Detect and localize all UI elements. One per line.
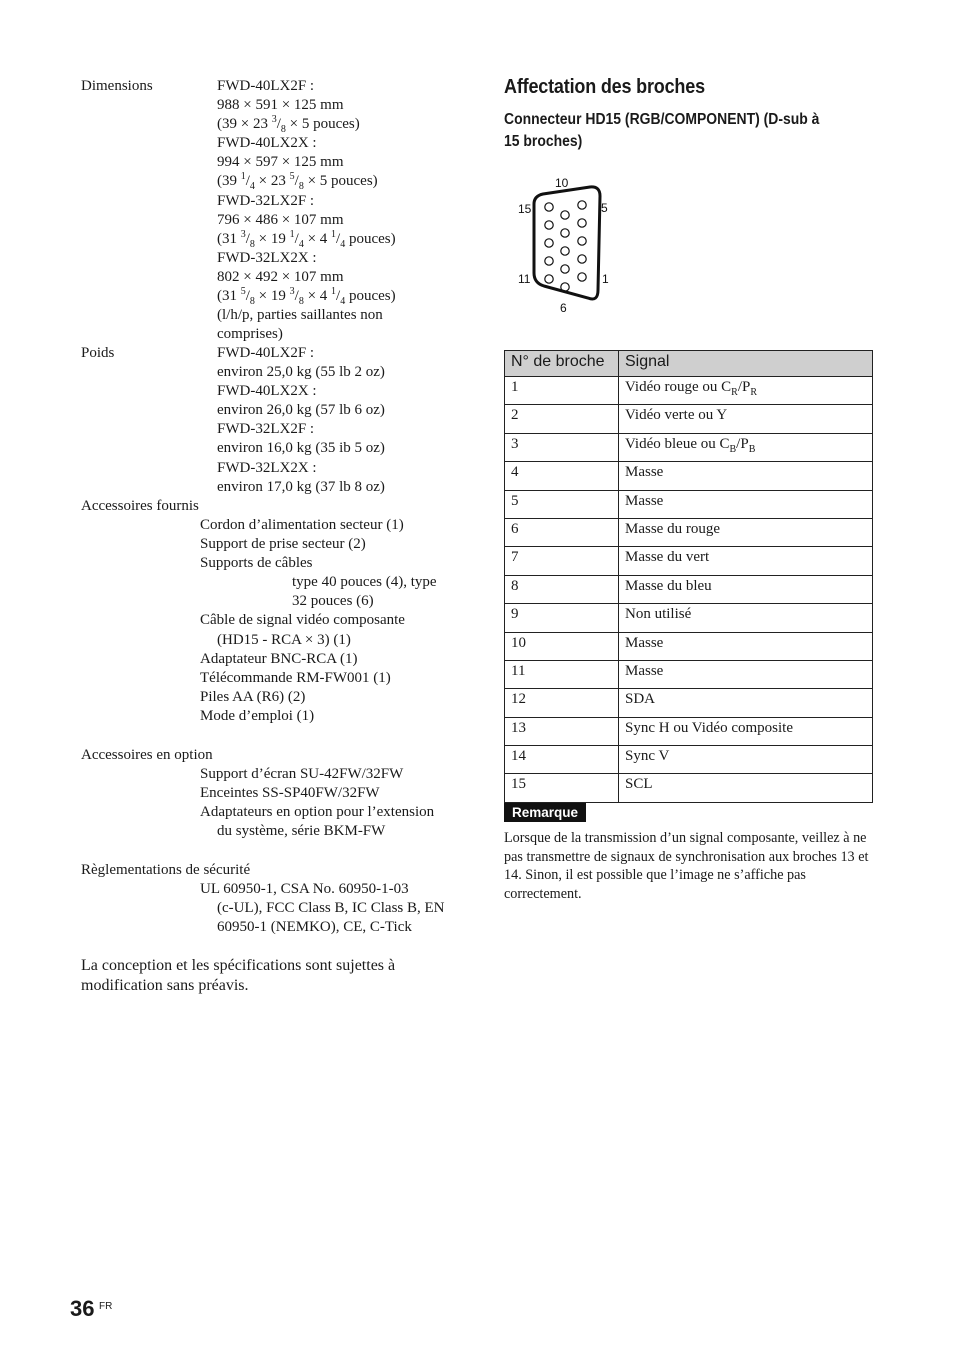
pin-number: 1: [505, 377, 619, 405]
pin-signal: Masse du rouge: [619, 518, 873, 546]
weight-line: FWD-32LX2F :: [217, 421, 315, 438]
column-header-pin: N° de broche: [505, 351, 619, 377]
table-row: [505, 490, 873, 518]
weight-label: Poids: [81, 345, 115, 361]
dimension-mm: 994 × 597 × 125 mm: [217, 154, 344, 171]
accessory-item-detail: 32 pouces (6): [292, 593, 374, 610]
pin-label-5: 5: [601, 201, 608, 215]
accessories-label: Accessoires fournis: [81, 498, 199, 514]
section-title: Affectation des broches: [504, 76, 705, 98]
accessory-item: Piles AA (R6) (2): [200, 688, 306, 705]
pin-signal: Vidéo bleue ou $C_B/P_B$: [619, 433, 873, 461]
dimension-note: (l/h/p, parties saillantes non: [217, 307, 383, 324]
accessory-item: Cordon d’alimentation secteur (1): [200, 517, 404, 533]
option-item-detail: du système, série BKM-FW: [217, 823, 386, 840]
dimension-inches: (31 $^3/_8 \times 19$ $^1/_4 \times 4$ $^1/_4$ pouces): [217, 228, 396, 250]
pin-signal: SCL: [619, 774, 873, 802]
pin-signal: Vidéo rouge ou $C_R/P_R$: [619, 377, 873, 405]
weight-line: environ 26,0 kg (57 lb 6 oz): [217, 402, 385, 419]
safety-item: 60950-1 (NEMKO), CE, C-Tick: [217, 919, 412, 936]
table-row: [505, 433, 873, 461]
option-item: Adaptateurs en option pour l’extension: [200, 804, 435, 821]
dimensions-values: [217, 77, 396, 344]
table-row: [505, 774, 873, 802]
accessory-item: Adaptateur BNC-RCA (1): [200, 650, 358, 667]
pin-label-10: 10: [555, 176, 569, 190]
accessory-item-detail: (HD15 - RCA × 3) (1): [217, 631, 351, 648]
page-language: FR: [99, 1301, 113, 1312]
option-item: Enceintes SS-SP40FW/32FW: [200, 785, 380, 802]
pin-signal: Masse: [619, 660, 873, 688]
table-row: [505, 518, 873, 546]
pin-signal: Non utilisé: [619, 604, 873, 632]
accessory-item: Support de prise secteur (2): [200, 536, 366, 553]
table-row: [505, 689, 873, 717]
model-label: FWD-32LX2F :: [217, 192, 315, 209]
accessory-item-detail: type 40 pouces (4), type: [292, 574, 437, 591]
dimension-mm: 988 × 591 × 125 mm: [217, 97, 344, 114]
options-label: Accessoires en option: [81, 747, 213, 763]
column-header-signal: Signal: [619, 351, 873, 377]
pin-number: 4: [505, 462, 619, 490]
pin-number: 8: [505, 575, 619, 603]
pin-number: 2: [505, 405, 619, 433]
pin-signal: Sync H ou Vidéo composite: [619, 717, 873, 745]
dimensions-label: Dimensions: [81, 78, 153, 94]
hd15-connector-diagram: [510, 170, 630, 320]
dimension-inches: (31 $^5/_8 \times 19$ $^3/_8 \times 4$ $^1/_4$ pouces): [217, 286, 396, 308]
pin-number: 10: [505, 632, 619, 660]
table-row: [505, 462, 873, 490]
pin-signal: SDA: [619, 689, 873, 717]
table-header-row: [505, 351, 873, 377]
table-row: [505, 632, 873, 660]
specification-disclaimer: La conception et les spécifications sont sujettes à modification sans préavis.: [81, 957, 396, 994]
table-row: [505, 717, 873, 745]
table-row: [505, 547, 873, 575]
pin-number: 9: [505, 604, 619, 632]
safety-list: [200, 880, 445, 937]
pin-label-15: 15: [518, 202, 532, 216]
model-label: FWD-32LX2X :: [217, 249, 317, 266]
accessory-item: Mode d’emploi (1): [200, 707, 315, 724]
pin-number: 6: [505, 518, 619, 546]
model-label: FWD-40LX2F :: [217, 78, 315, 94]
subtitle-line: Connecteur HD15 (RGB/COMPONENT) (D-sub à: [504, 111, 820, 128]
pin-number: 3: [505, 433, 619, 461]
weight-values: [217, 344, 385, 497]
model-label: FWD-40LX2X :: [217, 135, 317, 152]
option-item: Support d’écran SU-42FW/32FW: [200, 766, 404, 782]
pin-signal: Masse du vert: [619, 547, 873, 575]
pin-number: 12: [505, 689, 619, 717]
accessory-item: Supports de câbles: [200, 555, 313, 572]
dimension-mm: 796 × 486 × 107 mm: [217, 211, 344, 228]
connector-pins: [545, 201, 586, 291]
pin-number: 14: [505, 746, 619, 774]
weight-line: environ 17,0 kg (37 lb 8 oz): [217, 478, 385, 495]
weight-line: FWD-32LX2X :: [217, 459, 317, 476]
weight-line: environ 16,0 kg (35 ib 5 oz): [217, 440, 385, 457]
dimension-note: comprises): [217, 326, 283, 343]
options-list: [200, 765, 434, 841]
accessories-list: [200, 516, 437, 726]
table-row: [505, 405, 873, 433]
pin-label-11: 11: [518, 272, 531, 286]
table-row: [505, 377, 873, 405]
weight-line: environ 25,0 kg (55 lb 2 oz): [217, 364, 385, 381]
safety-item: UL 60950-1, CSA No. 60950-1-03: [200, 881, 409, 897]
accessory-item: Télécommande RM-FW001 (1): [200, 669, 391, 686]
pin-number: 7: [505, 547, 619, 575]
page-number: 36: [70, 1296, 95, 1321]
subtitle-line: 15 broches): [504, 133, 583, 150]
remark-text: Lorsque de la transmission d’un signal composante, veillez à ne pas transmettre de signaux de synchronisation aux broches 13 et 14. Sinon, il est possible que l’image ne s’affiche pas correctement.: [504, 830, 869, 902]
dimension-mm: 802 × 492 × 107 mm: [217, 268, 344, 285]
pin-signal: Masse: [619, 462, 873, 490]
pin-assignment-table: [504, 350, 873, 803]
accessory-item: Câble de signal vidéo composante: [200, 612, 405, 629]
dimension-inches: (39 × 23 $^3/_8 \times 5$ pouces): [217, 114, 360, 136]
pin-label-6: 6: [560, 301, 567, 315]
pin-number: 13: [505, 717, 619, 745]
remark-badge: Remarque: [504, 803, 586, 822]
connector-shell: [534, 187, 600, 299]
pin-number: 5: [505, 490, 619, 518]
weight-line: FWD-40LX2X :: [217, 383, 317, 400]
table-row: [505, 575, 873, 603]
pin-signal: Masse: [619, 490, 873, 518]
pin-number: 11: [505, 660, 619, 688]
pin-signal: Sync V: [619, 746, 873, 774]
pin-number: 15: [505, 774, 619, 802]
table-row: [505, 746, 873, 774]
dimension-inches: (39 $^1/_4 \times 23$ $^5/_8 \times 5$ pouces): [217, 171, 378, 193]
pin-label-1: 1: [602, 272, 609, 286]
pin-signal: Vidéo verte ou Y: [619, 405, 873, 433]
safety-label: Règlementations de sécurité: [81, 862, 251, 878]
table-row: [505, 604, 873, 632]
table-row: [505, 660, 873, 688]
pin-signal: Masse du bleu: [619, 575, 873, 603]
pin-signal: Masse: [619, 632, 873, 660]
weight-line: FWD-40LX2F :: [217, 345, 315, 361]
section-subtitle: [504, 109, 819, 153]
safety-item: (c-UL), FCC Class B, IC Class B, EN: [217, 900, 445, 917]
